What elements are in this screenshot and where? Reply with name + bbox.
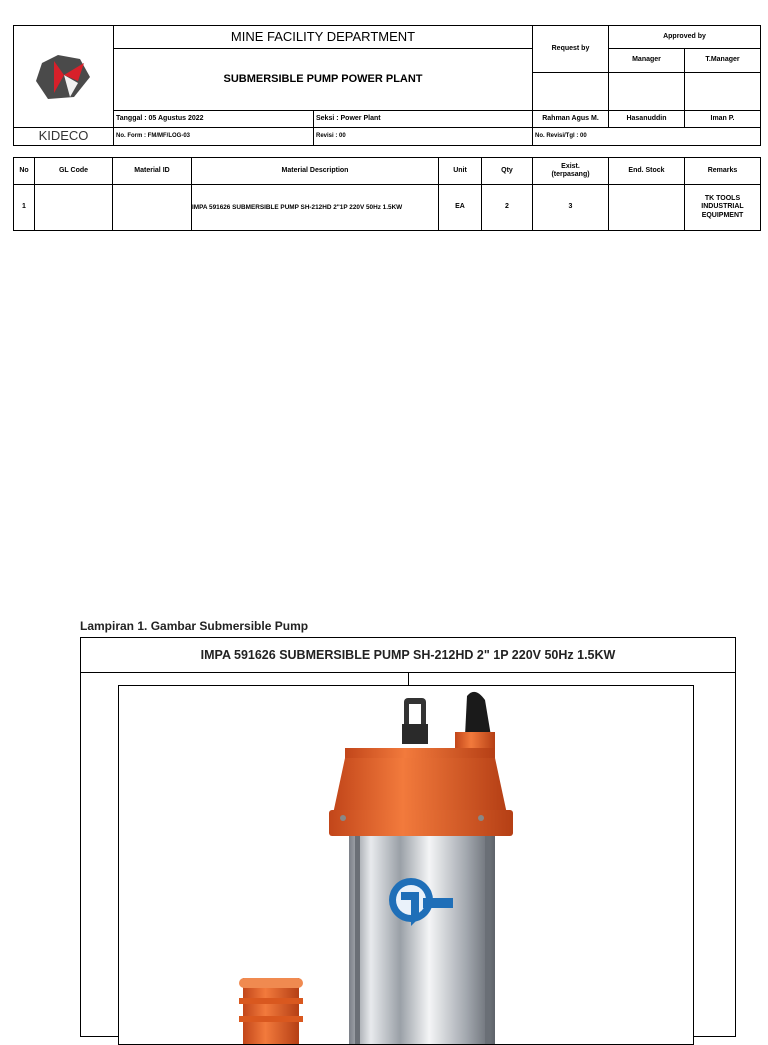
table-header-qty: Qty	[481, 157, 533, 185]
table-header-unit: Unit	[438, 157, 482, 185]
table-header-gl-code: GL Code	[34, 157, 113, 185]
logo-cell	[13, 25, 114, 128]
attachment-caption: Lampiran 1. Gambar Submersible Pump	[80, 619, 309, 633]
revisi-field: Revisi : 00	[313, 127, 533, 146]
attachment-box	[80, 637, 736, 1037]
tmanager-name: Iman P.	[684, 110, 761, 128]
tanggal-field: Tanggal : 05 Agustus 2022	[113, 110, 314, 128]
attachment-title: IMPA 591626 SUBMERSIBLE PUMP SH-212HD 2" 1P 220V 50Hz 1.5KW	[81, 638, 735, 673]
form-header	[0, 0, 768, 150]
request-by-signature	[532, 72, 609, 111]
manager-name: Hasanuddin	[608, 110, 685, 128]
table-row-exist: 3	[532, 184, 609, 231]
table-row-end-stock	[608, 184, 685, 231]
kideco-logo-icon	[34, 53, 94, 101]
table-header-exist: Exist. (terpasang)	[532, 157, 609, 185]
table-row-unit: EA	[438, 184, 482, 231]
submersible-pump-image	[119, 686, 694, 1045]
table-header-no: No	[13, 157, 35, 185]
table-row-gl-code	[34, 184, 113, 231]
pump-image-frame	[118, 685, 694, 1045]
form-title: SUBMERSIBLE PUMP POWER PLANT	[113, 48, 533, 111]
approved-by-label: Approved by	[608, 25, 761, 49]
table-row-qty: 2	[481, 184, 533, 231]
table-row-remarks: TK TOOLS INDUSTRIAL EQUIPMENT	[684, 184, 761, 231]
manager-signature	[608, 72, 685, 111]
table-row-description: IMPA 591626 SUBMERSIBLE PUMP SH-212HD 2"1P 220V 50Hz 1.5KW	[191, 184, 439, 231]
table-row-material-id	[112, 184, 192, 231]
requester-name: Rahman Agus M.	[532, 110, 609, 128]
seksi-field: Seksi : Power Plant	[313, 110, 533, 128]
table-header-description: Material Description	[191, 157, 439, 185]
tmanager-signature	[684, 72, 761, 111]
manager-label: Manager	[608, 48, 685, 73]
attachment-divider	[408, 673, 409, 685]
company-name: KIDECO	[13, 127, 114, 146]
department-title: MINE FACILITY DEPARTMENT	[113, 25, 533, 49]
no-revisi-field: No. Revisi/Tgl : 00	[532, 127, 761, 146]
no-form-field: No. Form : FM/MF/LOG-03	[113, 127, 314, 146]
material-table	[0, 157, 768, 232]
table-header-material-id: Material ID	[112, 157, 192, 185]
tmanager-label: T.Manager	[684, 48, 761, 73]
request-by-label: Request by	[532, 25, 609, 73]
table-row-no: 1	[13, 184, 35, 231]
table-header-remarks: Remarks	[684, 157, 761, 185]
table-header-end-stock: End. Stock	[608, 157, 685, 185]
